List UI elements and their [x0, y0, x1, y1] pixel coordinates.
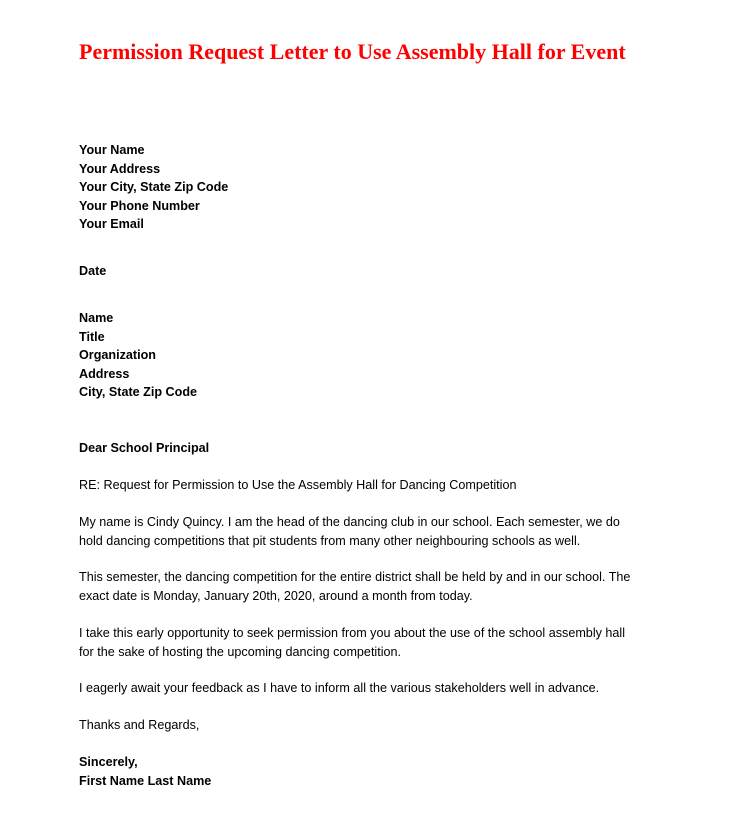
- sender-phone: Your Phone Number: [79, 198, 200, 213]
- recipient-organization: Organization: [79, 348, 156, 362]
- signoff-text: Sincerely,: [79, 755, 138, 769]
- paragraph-3-line-2: for the sake of hosting the upcoming dancing competition.: [79, 644, 402, 659]
- subject-text: RE: Request for Permission to Use the Assembly Hall for Dancing Competition: [79, 478, 517, 492]
- salutation: [79, 439, 669, 458]
- paragraph-3-line-1: I take this early opportunity to seek permission from you about the use of the school assembly hall: [79, 626, 626, 640]
- letter-title: Permission Request Letter to Use Assembly Hall for Event: [79, 39, 626, 64]
- paragraph-1-line-2: hold dancing competitions that pit students from many other neighbouring schools as well.: [79, 533, 581, 548]
- signature-name: First Name Last Name: [79, 773, 212, 788]
- recipient-block: [79, 309, 669, 402]
- subject-line: [79, 476, 669, 495]
- body-paragraph-1: [79, 513, 669, 550]
- recipient-name: Name: [79, 311, 114, 325]
- body-paragraph-4: [79, 679, 669, 698]
- sender-city-state-zip: Your City, State Zip Code: [79, 180, 229, 194]
- signature-block: [79, 753, 669, 790]
- paragraph-2-line-2: exact date is Monday, January 20th, 2020, around a month from today.: [79, 588, 473, 603]
- letter-date: Date: [79, 264, 107, 278]
- sender-name: Your Name: [79, 143, 145, 157]
- date-block: [79, 262, 669, 281]
- paragraph-1-line-1: My name is Cindy Quincy. I am the head of the dancing club in our school. Each semester, we do: [79, 515, 620, 529]
- recipient-address: Address: [79, 366, 130, 381]
- body-paragraph-3: [79, 624, 669, 661]
- sender-address: Your Address: [79, 161, 161, 176]
- recipient-title: Title: [79, 329, 105, 344]
- sender-block: [79, 141, 669, 234]
- salutation-text: Dear School Principal: [79, 441, 210, 455]
- sender-email: Your Email: [79, 217, 144, 231]
- recipient-city-state-zip: City, State Zip Code: [79, 385, 198, 399]
- paragraph-2-line-1: This semester, the dancing competition for the entire district shall be held by and in our school. The: [79, 570, 631, 584]
- body-paragraph-2: [79, 568, 669, 605]
- paragraph-4-line-1: I eagerly await your feedback as I have to inform all the various stakeholders well in advance.: [79, 681, 600, 695]
- closing-thanks: [79, 716, 669, 735]
- closing-thanks-text: Thanks and Regards,: [79, 718, 200, 732]
